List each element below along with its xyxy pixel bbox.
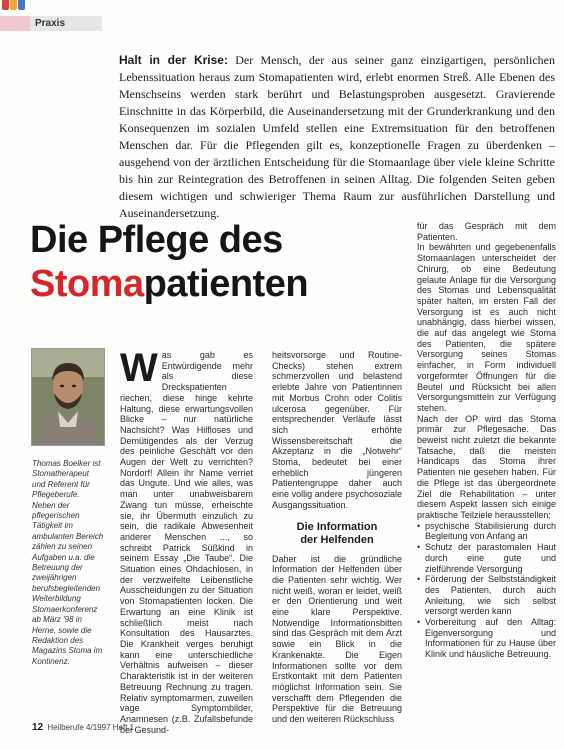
subheading-line-2: der Helfenden — [300, 533, 374, 546]
intro-paragraph — [119, 52, 555, 222]
section-label: Praxis — [35, 18, 66, 29]
goals-list — [417, 521, 556, 660]
article-column-2 — [272, 350, 402, 725]
section-bar — [0, 16, 102, 31]
section-subheading — [272, 521, 402, 547]
footer-source: Heilberufe 4/1997 Heft 1 — [47, 723, 135, 732]
subheading-line-1: Die Information — [296, 520, 378, 533]
author-portrait — [32, 349, 104, 445]
list-item: • Förderung der Selbstständigkeit des Patienten, durch auch Anleitung, wie sich selbst versorgt werden kann — [417, 574, 556, 617]
column-2-text: heitsvorsorge und Routine-Checks) stehen extrem schmerzvollen und belastend erlebte Jahre von Patientinnen mit Morbus Crohn oder Colitis ulcerosa gegenüber. Für entsprechender Verläufe lässt sich erhöhte Wissensbereitschaft die Akzeptanz in die „Notwehr“ Stoma, bedeutet bei einer erheblich jüngeren Patientengruppe daher auch eine vollig andere psychosoziale Ausgangssituation. — [272, 350, 402, 510]
section-accent — [0, 16, 30, 31]
article-headline — [30, 218, 390, 306]
list-item: • Schutz der parastomalen Haut durch eine gute und zielführende Versorgung — [417, 542, 556, 574]
list-item: • Vorbereitung auf den Alltag: Eigenversorgung und Informationen für zu Hause über Klinik und häusliche Betreuung. — [417, 617, 556, 660]
headline-line-2 — [30, 262, 390, 306]
author-caption: Thomas Boelker ist Stomatherapeut und Referent für Pflegeberufe. Neben der pflegerischen Tätigkeit im ambulanten Bereich zählen zu seinen Aufgaben u.a. die Betreuung der zweijährigen berufsbegleitenden Weiterbildung Stomaerkonferenz ab März '98 in Herne, sowie die Redaktion des Magazins Stoma im Kontinenz. — [32, 459, 104, 666]
page-footer — [32, 722, 134, 733]
headline-highlight: Stoma — [30, 263, 144, 305]
column-1-text: as gab es Entwürdigende mehr als diese Dreckspatienten riechen, diese hinge kehrte Haltung, diese erwartungsvollen Blicke – nur natürliche Nachsicht? Was Hilfloses und Demütigendes als der Verzug des peinliche Geschäft vor den Augen der Welt zu verrichten? Nordorf! Allein ihr Name verriet das Ungute. Und wie alles, was man unter unabweisbarem Zwang tun müsse, erheischte sie, ihr Übermuth einzulich zu sein, die radikale Abwesenheit anderer Menschen ..., so schreibt Patrick Süßkind in seinem Essay „Die Taube“. Die Situation eines Ohdachlosen, in der verzweifelte Leibenstliche Ausscheidungen zu der Situation von Stomapatienten locken. Die Erwartung an eine Klinik ist schließlich meist nach Konsultation des Hausarztes. Die Krankheit verges beruhigt kann eine unterschiedliche Verhältnis aufweisen – dieser Charakteristik ist in der weiteren Betreuung Rechnung zu tragen. Relativ symptomarmen, zuweilen vage Symptombilder, Anamnesen (z.B. Zufallsbefunde bei Gesund- — [120, 350, 253, 735]
article-column-1 — [120, 346, 253, 735]
author-photo — [31, 348, 105, 446]
magazine-logo — [2, 0, 24, 12]
article-column-3 — [417, 221, 556, 660]
intro-text: Der Mensch, der aus seiner ganz einzigartigen, persönlichen Lebenssituation heraus zum Stomapatienten wird, erlebt enormen Streß. Alle Ebenen des Menschseins werden stark berührt und Belastungsproben ausgesetzt. Gravierende Einschnitte in das Körperbild, die Auseinandersetzung mit der Grunderkrankung und den Konsequenzen im sozialen Umfeld stellen eine Extremsituation für den betroffenen Menschen dar. Für die Pflegenden gilt es, konzeptionelle Fragen zu überdenken – ausgehend von der ärztlichen Entscheidung für die Stomaanlage über viele kleine Schritte bis hin zur Reintegration des Betroffenen in seinen Alltag. Die folgenden Seiten geben diesem wichtigen und schwieriger Thema Raum zur ausführlichen Darstellung und Auseinandersetzung. — [119, 53, 555, 220]
column-3-text: für das Gespräch mit dem Patienten. In bewährten und gegebenenfalls Stomaanlagen unterscheidet der Chirurg, ob eine Bedeutung gelaute Anlage für die Versorgung des Stomas und Lebensqualität später halten, im ersten Fall der Versorgung ist es auch nicht unabhängig, dass hierbei wissen, die auf das angelegt wie Stoma des Patienten, die spätere Versorgung seines Stomas einfacher, in Form individuell vorgeformter Öffnungen für die Beutel und Rücksicht bei allen Versorgungsmitteln zur Verfügung stehen. Nach der OP wird das Stoma primär zur Pflegesache. Das beweist nicht zuletzt die bekannte Tatsache, daß die meisten Handicaps das Stoma ihrer Patienten nie gesehen haben. Für die Pflege ist das übergeordnete Ziel die Rehabilitation – unter diesem Aspekt lassen sich einige praktische Teilziele herausstellen: — [417, 221, 556, 520]
drop-cap: W — [120, 346, 158, 390]
headline-line-1: Die Pflege des — [30, 219, 283, 261]
page-number: 12 — [32, 722, 44, 733]
list-item: • psychische Stabilisierung durch Begleitung von Anfang an — [417, 521, 556, 542]
headline-rest: patienten — [143, 263, 309, 305]
column-2-text-continued: Daher ist die gründliche Information der Helfenden über die Patienten sehr wichtig. Wer nicht weiß, woran er leidet, weiß er den Orientierung und weit eine klare Perspektive. Notwendige Informationsbitten sind das Gespräch mit dem Arzt sowie ein Blick in die Krankenakte. Die Eigen Informationen sollte vor dem Erstkontakt mit dem Patienten möglichst Information sein. Sie verschafft dem Pflegenden die Perspektive für die Betreuung und den weiteren Rückschluss — [272, 553, 402, 725]
intro-lead: Halt in der Krise: — [119, 53, 228, 67]
